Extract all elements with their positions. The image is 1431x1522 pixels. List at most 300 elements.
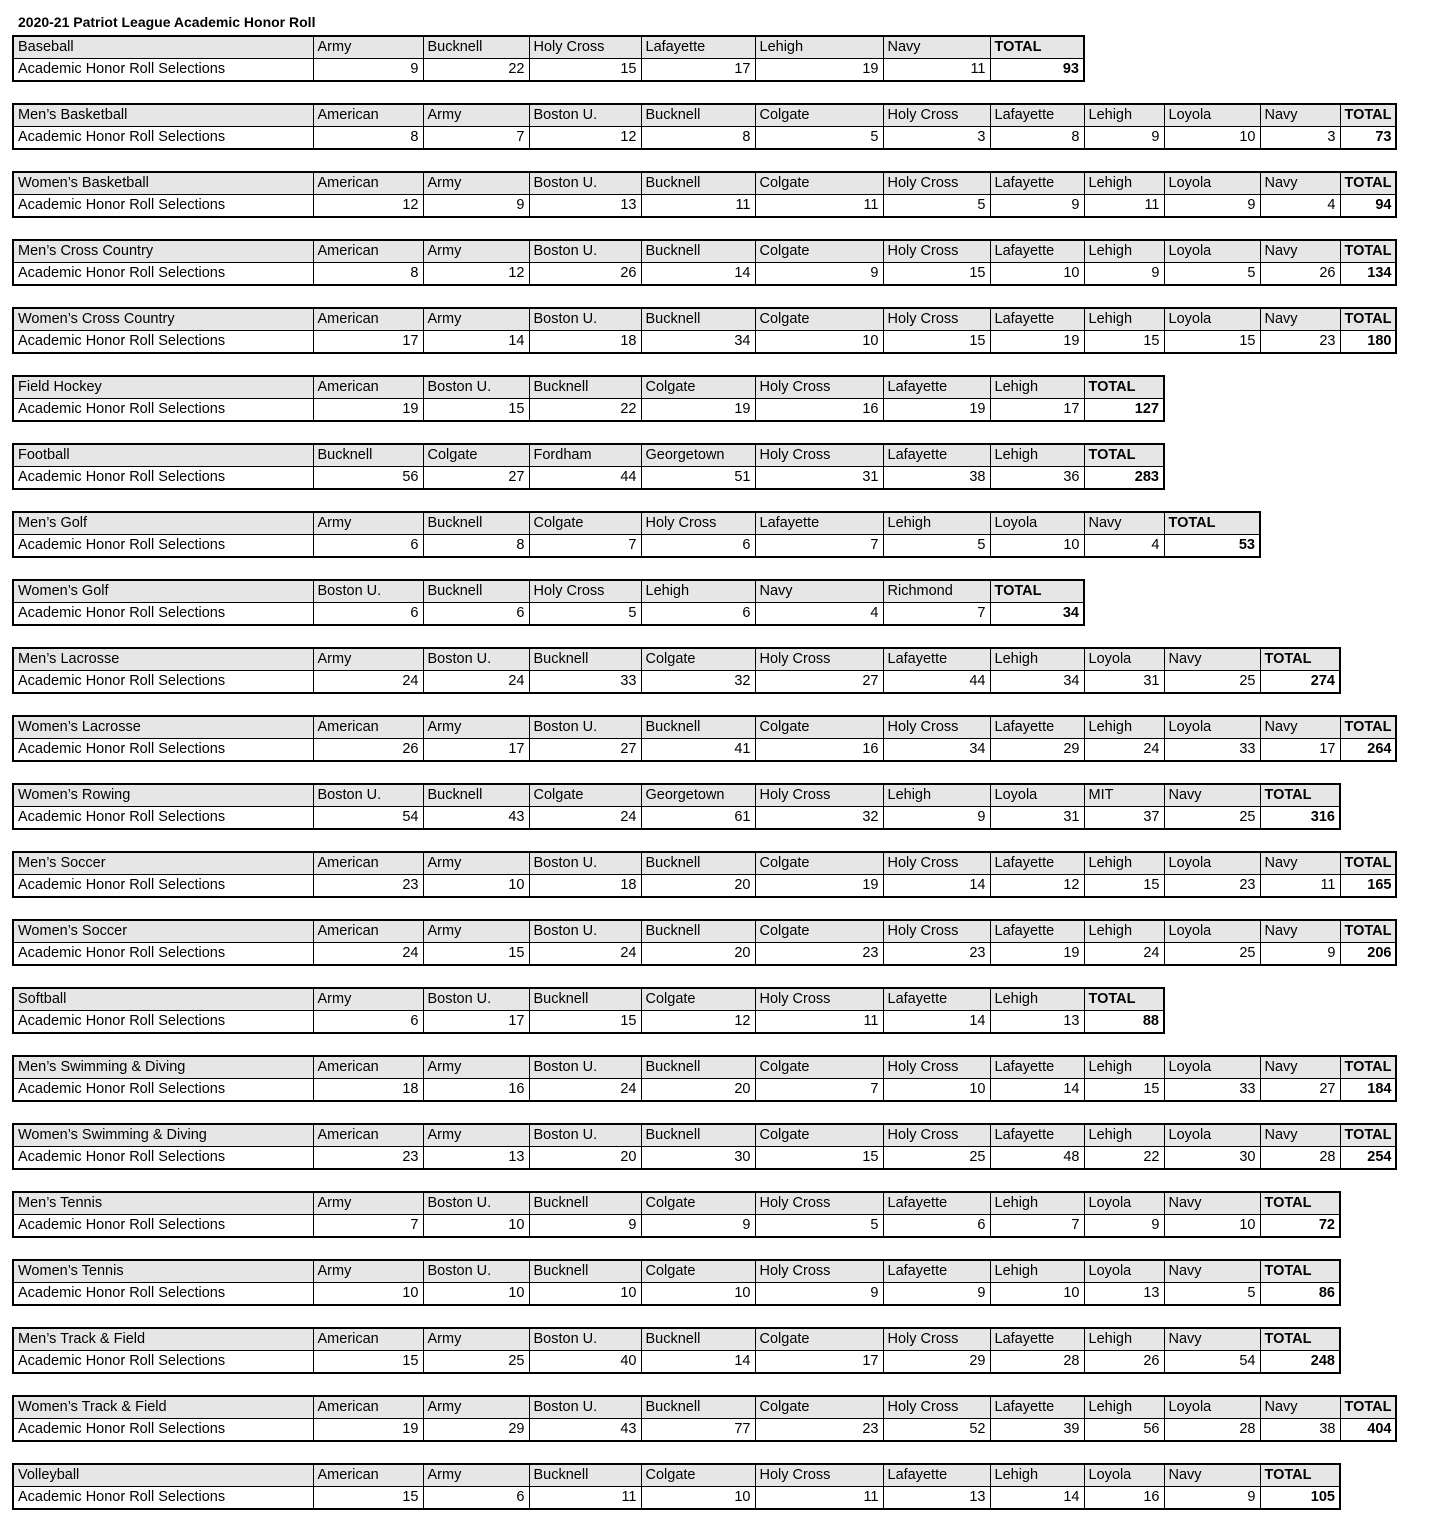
school-header: Holy Cross [755,376,883,399]
total-value: 254 [1340,1147,1396,1170]
total-header: TOTAL [1084,444,1164,467]
school-header: Lehigh [1084,308,1164,331]
selection-count: 15 [1084,875,1164,898]
selection-count: 24 [529,1079,641,1102]
sport-name: Women’s Track & Field [13,1396,313,1419]
selection-count: 18 [529,875,641,898]
school-header: Loyola [1164,172,1260,195]
selection-count: 6 [883,1215,990,1238]
total-value: 206 [1340,943,1396,966]
school-header: Loyola [990,784,1084,807]
school-header: MIT [1084,784,1164,807]
selection-count: 19 [755,875,883,898]
school-header: Boston U. [529,104,641,127]
school-header: Bucknell [423,784,529,807]
school-header: Boston U. [529,1056,641,1079]
values-row [13,195,1396,218]
selection-count: 15 [1164,331,1260,354]
values-row [13,739,1396,762]
values-row [13,467,1164,490]
sport-table-womens-basketball [12,171,1397,218]
school-header: Bucknell [423,512,529,535]
total-header: TOTAL [1340,716,1396,739]
selection-count: 9 [883,1283,990,1306]
total-value: 264 [1340,739,1396,762]
row-label: Academic Honor Roll Selections [13,1351,313,1374]
school-header: Navy [1260,1396,1340,1419]
school-header: Colgate [755,172,883,195]
school-header: Colgate [755,716,883,739]
school-header: Army [423,1328,529,1351]
school-header: Army [423,1396,529,1419]
school-header: Georgetown [641,784,755,807]
school-header: Boston U. [529,1396,641,1419]
total-header: TOTAL [1260,1464,1340,1487]
school-header: Navy [1260,920,1340,943]
selection-count: 15 [423,399,529,422]
school-header: Colgate [423,444,529,467]
selection-count: 5 [883,535,990,558]
selection-count: 9 [755,263,883,286]
selection-count: 3 [883,127,990,150]
selection-count: 23 [313,875,423,898]
selection-count: 23 [1164,875,1260,898]
school-header: American [313,920,423,943]
school-header: Bucknell [641,920,755,943]
school-header: Holy Cross [883,920,990,943]
row-label: Academic Honor Roll Selections [13,671,313,694]
selection-count: 5 [755,1215,883,1238]
selection-count: 10 [1164,127,1260,150]
total-header: TOTAL [1340,852,1396,875]
school-header: Boston U. [313,784,423,807]
selection-count: 10 [990,263,1084,286]
school-header: Boston U. [313,580,423,603]
selection-count: 10 [883,1079,990,1102]
selection-count: 23 [755,943,883,966]
selection-count: 29 [423,1419,529,1442]
selection-count: 10 [423,1283,529,1306]
sport-name: Men’s Tennis [13,1192,313,1215]
sport-name: Men’s Track & Field [13,1328,313,1351]
sport-name: Women’s Rowing [13,784,313,807]
school-header: Lafayette [990,104,1084,127]
selection-count: 8 [641,127,755,150]
total-value: 184 [1340,1079,1396,1102]
header-row [13,1056,1396,1079]
row-label: Academic Honor Roll Selections [13,943,313,966]
school-header: Bucknell [641,308,755,331]
school-header: Boston U. [529,852,641,875]
total-value: 93 [990,59,1084,82]
total-value: 274 [1260,671,1340,694]
selection-count: 29 [883,1351,990,1374]
selection-count: 15 [1084,331,1164,354]
selection-count: 8 [423,535,529,558]
selection-count: 18 [313,1079,423,1102]
selection-count: 8 [990,127,1084,150]
school-header: Bucknell [529,1260,641,1283]
selection-count: 19 [641,399,755,422]
school-header: Army [313,648,423,671]
selection-count: 22 [423,59,529,82]
school-header: Boston U. [529,716,641,739]
selection-count: 15 [1084,1079,1164,1102]
school-header: Army [423,104,529,127]
sport-table-field-hockey [12,375,1165,422]
total-header: TOTAL [1260,1328,1340,1351]
school-header: Lehigh [1084,716,1164,739]
selection-count: 16 [755,399,883,422]
selection-count: 32 [755,807,883,830]
school-header: American [313,376,423,399]
total-header: TOTAL [1340,1056,1396,1079]
selection-count: 36 [990,467,1084,490]
school-header: Lafayette [990,1328,1084,1351]
school-header: Loyola [1164,240,1260,263]
selection-count: 23 [755,1419,883,1442]
selection-count: 7 [529,535,641,558]
selection-count: 54 [313,807,423,830]
school-header: Army [423,308,529,331]
total-value: 73 [1340,127,1396,150]
sport-name: Volleyball [13,1464,313,1487]
header-row [13,104,1396,127]
school-header: Bucknell [423,36,529,59]
school-header: Army [423,852,529,875]
total-header: TOTAL [1084,376,1164,399]
header-row [13,648,1340,671]
row-label: Academic Honor Roll Selections [13,399,313,422]
school-header: Lehigh [990,444,1084,467]
school-header: Lafayette [990,1124,1084,1147]
selection-count: 8 [313,127,423,150]
selection-count: 26 [313,739,423,762]
school-header: Holy Cross [883,172,990,195]
selection-count: 32 [641,671,755,694]
selection-count: 24 [313,943,423,966]
selection-count: 30 [641,1147,755,1170]
selection-count: 15 [883,331,990,354]
school-header: Lehigh [1084,104,1164,127]
row-label: Academic Honor Roll Selections [13,807,313,830]
school-header: Lehigh [990,648,1084,671]
school-header: Loyola [1084,648,1164,671]
values-row [13,399,1164,422]
school-header: American [313,1464,423,1487]
school-header: Bucknell [641,240,755,263]
selection-count: 14 [641,1351,755,1374]
school-header: Boston U. [529,240,641,263]
sport-name: Women’s Soccer [13,920,313,943]
sport-name: Men’s Cross Country [13,240,313,263]
school-header: Bucknell [423,580,529,603]
school-header: Colgate [755,240,883,263]
school-header: Colgate [755,920,883,943]
sport-name: Women’s Swimming & Diving [13,1124,313,1147]
header-row [13,988,1164,1011]
school-header: American [313,1328,423,1351]
school-header: Colgate [641,1192,755,1215]
sport-table-mens-soccer [12,851,1397,898]
selection-count: 9 [423,195,529,218]
total-value: 316 [1260,807,1340,830]
total-header: TOTAL [1340,308,1396,331]
total-value: 72 [1260,1215,1340,1238]
selection-count: 24 [529,807,641,830]
selection-count: 4 [1260,195,1340,218]
school-header: Navy [1084,512,1164,535]
row-label: Academic Honor Roll Selections [13,263,313,286]
selection-count: 4 [755,603,883,626]
sport-name: Field Hockey [13,376,313,399]
selection-count: 11 [755,195,883,218]
school-header: Holy Cross [883,852,990,875]
selection-count: 11 [1260,875,1340,898]
school-header: Loyola [1084,1192,1164,1215]
values-row [13,59,1084,82]
school-header: Bucknell [641,1056,755,1079]
selection-count: 6 [641,603,755,626]
sport-name: Men’s Golf [13,512,313,535]
school-header: Holy Cross [755,1464,883,1487]
selection-count: 40 [529,1351,641,1374]
selection-count: 20 [641,1079,755,1102]
school-header: Army [423,1464,529,1487]
selection-count: 12 [990,875,1084,898]
selection-count: 38 [1260,1419,1340,1442]
school-header: Lafayette [990,240,1084,263]
sport-table-volleyball [12,1463,1341,1510]
selection-count: 12 [529,127,641,150]
values-row [13,1419,1396,1442]
school-header: Holy Cross [883,240,990,263]
selection-count: 19 [990,943,1084,966]
values-row [13,331,1396,354]
school-header: Bucknell [313,444,423,467]
selection-count: 24 [529,943,641,966]
school-header: Lafayette [990,1056,1084,1079]
selection-count: 10 [641,1487,755,1510]
selection-count: 28 [1260,1147,1340,1170]
selection-count: 31 [1084,671,1164,694]
sport-name: Men’s Lacrosse [13,648,313,671]
values-row [13,1147,1396,1170]
selection-count: 14 [990,1487,1084,1510]
school-header: Lehigh [1084,1056,1164,1079]
selection-count: 10 [755,331,883,354]
sport-table-football [12,443,1165,490]
selection-count: 20 [529,1147,641,1170]
row-label: Academic Honor Roll Selections [13,1283,313,1306]
selection-count: 7 [883,603,990,626]
school-header: Lehigh [883,512,990,535]
selection-count: 19 [313,399,423,422]
school-header: Lafayette [883,1192,990,1215]
sport-table-softball [12,987,1165,1034]
sport-name: Men’s Soccer [13,852,313,875]
row-label: Academic Honor Roll Selections [13,603,313,626]
row-label: Academic Honor Roll Selections [13,195,313,218]
selection-count: 23 [883,943,990,966]
selection-count: 27 [755,671,883,694]
school-header: Lehigh [990,1260,1084,1283]
selection-count: 7 [990,1215,1084,1238]
selection-count: 13 [883,1487,990,1510]
selection-count: 17 [755,1351,883,1374]
selection-count: 8 [313,263,423,286]
school-header: Bucknell [641,1328,755,1351]
selection-count: 10 [990,535,1084,558]
selection-count: 9 [883,807,990,830]
school-header: Navy [1164,1464,1260,1487]
sport-table-womens-golf [12,579,1085,626]
school-header: Navy [1260,852,1340,875]
selection-count: 26 [1084,1351,1164,1374]
header-row [13,1328,1340,1351]
selection-count: 5 [1164,263,1260,286]
selection-count: 6 [641,535,755,558]
school-header: Holy Cross [755,784,883,807]
selection-count: 6 [313,1011,423,1034]
selection-count: 31 [755,467,883,490]
selection-count: 19 [990,331,1084,354]
selection-count: 27 [1260,1079,1340,1102]
school-header: Army [423,920,529,943]
school-header: Army [423,1124,529,1147]
selection-count: 15 [423,943,529,966]
school-header: Colgate [755,1328,883,1351]
school-header: Colgate [755,1124,883,1147]
row-label: Academic Honor Roll Selections [13,535,313,558]
school-header: Lafayette [883,1464,990,1487]
selection-count: 26 [529,263,641,286]
selection-count: 7 [423,127,529,150]
school-header: Lafayette [755,512,883,535]
row-label: Academic Honor Roll Selections [13,1079,313,1102]
selection-count: 7 [313,1215,423,1238]
total-header: TOTAL [1260,784,1340,807]
sport-table-womens-tennis [12,1259,1341,1306]
school-header: American [313,308,423,331]
school-header: Colgate [641,648,755,671]
school-header: Bucknell [641,104,755,127]
school-header: Loyola [1164,1056,1260,1079]
selection-count: 34 [883,739,990,762]
total-value: 34 [990,603,1084,626]
school-header: Navy [1164,784,1260,807]
selection-count: 33 [1164,1079,1260,1102]
school-header: Army [423,1056,529,1079]
values-row [13,1011,1164,1034]
school-header: Boston U. [529,172,641,195]
selection-count: 11 [1084,195,1164,218]
sport-table-mens-basketball [12,103,1397,150]
school-header: Fordham [529,444,641,467]
selection-count: 44 [529,467,641,490]
school-header: Lehigh [1084,172,1164,195]
total-header: TOTAL [1260,1192,1340,1215]
selection-count: 56 [313,467,423,490]
school-header: Lehigh [1084,1396,1164,1419]
school-header: Colgate [641,376,755,399]
school-header: American [313,240,423,263]
selection-count: 15 [313,1351,423,1374]
selection-count: 5 [755,127,883,150]
selection-count: 24 [1084,739,1164,762]
selection-count: 6 [313,603,423,626]
school-header: Lafayette [883,988,990,1011]
selection-count: 11 [529,1487,641,1510]
selection-count: 9 [1084,263,1164,286]
selection-count: 22 [529,399,641,422]
sport-name: Women’s Tennis [13,1260,313,1283]
school-header: Navy [1164,648,1260,671]
school-header: American [313,1056,423,1079]
header-row [13,512,1260,535]
school-header: Holy Cross [755,1192,883,1215]
selection-count: 14 [883,875,990,898]
values-row [13,263,1396,286]
sport-name: Men’s Swimming & Diving [13,1056,313,1079]
total-value: 404 [1340,1419,1396,1442]
selection-count: 10 [423,875,529,898]
selection-count: 17 [313,331,423,354]
school-header: Lafayette [883,444,990,467]
selection-count: 51 [641,467,755,490]
selection-count: 14 [990,1079,1084,1102]
selection-count: 24 [313,671,423,694]
school-header: Loyola [990,512,1084,535]
selection-count: 3 [1260,127,1340,150]
sport-table-womens-swimming-and-diving [12,1123,1397,1170]
selection-count: 9 [1084,1215,1164,1238]
selection-count: 34 [990,671,1084,694]
selection-count: 9 [1260,943,1340,966]
total-value: 105 [1260,1487,1340,1510]
school-header: Lehigh [1084,920,1164,943]
school-header: Lehigh [990,1464,1084,1487]
school-header: Army [423,240,529,263]
header-row [13,172,1396,195]
school-header: Navy [1164,1260,1260,1283]
total-header: TOTAL [1260,648,1340,671]
total-header: TOTAL [1340,920,1396,943]
row-label: Academic Honor Roll Selections [13,739,313,762]
total-header: TOTAL [990,36,1084,59]
school-header: Lafayette [990,308,1084,331]
school-header: Army [313,1192,423,1215]
selection-count: 16 [1084,1487,1164,1510]
sport-name: Baseball [13,36,313,59]
selection-count: 11 [883,59,990,82]
school-header: Holy Cross [883,308,990,331]
school-header: Holy Cross [883,716,990,739]
selection-count: 9 [313,59,423,82]
school-header: Boston U. [529,1124,641,1147]
school-header: Loyola [1084,1464,1164,1487]
school-header: Loyola [1164,1396,1260,1419]
header-row [13,1192,1340,1215]
selection-count: 25 [1164,671,1260,694]
school-header: Holy Cross [883,104,990,127]
selection-count: 6 [423,1487,529,1510]
school-header: Navy [1260,104,1340,127]
sport-table-womens-lacrosse [12,715,1397,762]
values-row [13,603,1084,626]
school-header: Lafayette [990,852,1084,875]
school-header: Lafayette [883,1260,990,1283]
